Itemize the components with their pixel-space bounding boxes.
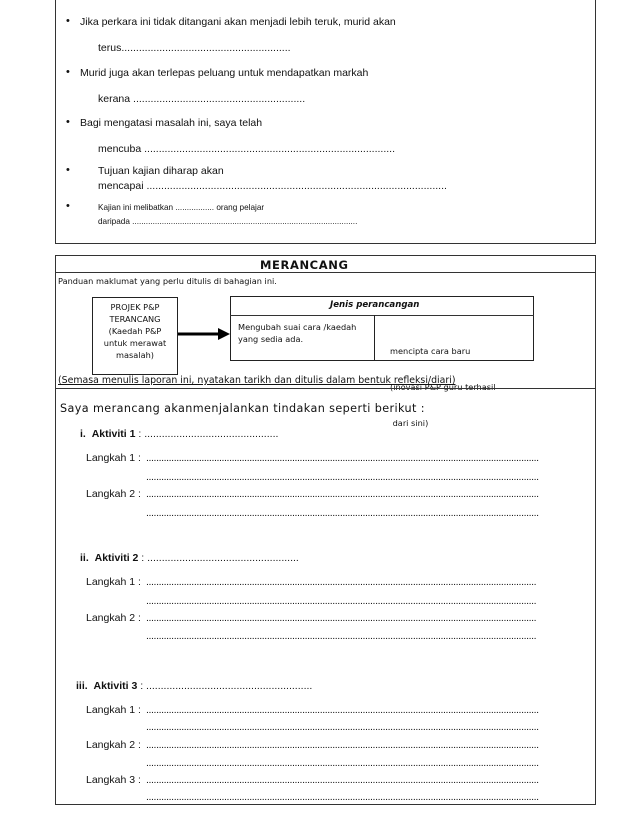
option-a-line: yang sedia ada. [238,334,304,344]
step-dots[interactable]: ............................................................................................................................................................ [146,704,539,716]
bullet-4-line1: Tujuan kajian diharap akan [98,165,224,177]
option-a-line: Mengubah suai cara /kaedah [238,322,357,332]
step-dots[interactable]: ............................................................................................................................................................ [146,774,539,786]
bullet-dot: • [66,66,70,78]
activity-numeral: ii. [80,552,89,564]
section-heading: MERANCANG [260,258,349,272]
bullet-dot: • [66,15,70,27]
step-dots[interactable]: ............................................................................................................................................................ [146,791,539,803]
activity-label: Aktiviti 1 [91,428,136,440]
bullet-dot: • [66,164,70,176]
projek-line: (Kaedah P&P [108,326,162,336]
bullet-3-line2[interactable]: mencuba ...................................................................................... [98,143,395,155]
divider [55,388,595,389]
divider [230,315,534,316]
step-dots[interactable]: ............................................................................................................................................................ [146,757,539,769]
projek-line: TERANCANG [109,314,161,324]
step-dots[interactable]: ............................................................................................................................................................ [146,739,539,751]
step-label: Langkah 1 : [86,704,141,716]
step-dots[interactable]: ............................................................................................................................................................ [146,488,539,500]
option-b-line: (inovasi P&P guru terhasil [390,382,496,392]
activity-label: Aktiviti 2 [94,552,139,564]
step-dots[interactable]: ............................................................................................................................................................ [146,721,539,733]
note-text: (Semasa menulis laporan ini, nyatakan tarikh dan ditulis dalam bentuk refleksi/diari) [58,375,456,386]
bullet-5-line1: Kajian ini melibatkan ................. orang pelajar [98,203,265,212]
bullet-1-line1: Jika perkara ini tidak ditangani akan menjadi lebih teruk, murid akan [80,16,396,28]
guide-text: Panduan maklumat yang perlu ditulis di bahagian ini. [58,276,277,286]
jenis-header: Jenis perancangan [330,300,420,310]
option-a [238,321,356,345]
activity-numeral: i. [80,428,86,440]
activity-3-title [76,680,312,692]
step-label: Langkah 2 : [86,488,141,500]
option-b-line: dari sini) [390,418,429,428]
step-dots[interactable]: ............................................................................................................................................................ [146,471,539,483]
step-label: Langkah 1 : [86,452,141,464]
projek-line: masalah) [116,350,154,360]
bullet-dot: • [66,116,70,128]
arrow-right-icon [178,327,230,341]
activity-2-title [80,552,299,564]
projek-box [92,297,178,375]
step-dots[interactable]: ........................................................................................................................................................... [146,595,537,607]
activity-dots[interactable]: : ......................................................... [137,680,313,692]
divider [374,315,375,361]
bullet-1-line2[interactable]: terus.......................................................... [98,42,291,54]
divider [55,272,595,273]
option-b-line: mencipta cara baru [390,346,471,356]
step-dots[interactable]: ............................................................................................................................................................ [146,452,539,464]
bullet-3-line1: Bagi mengatasi masalah ini, saya telah [80,117,263,129]
step-dots[interactable]: ........................................................................................................................................................... [146,630,537,642]
bullet-dot: • [66,200,70,212]
bullet-2-line1: Murid juga akan terlepas peluang untuk mendapatkan markah [80,67,369,79]
bullet-2-line2[interactable]: kerana ........................................................... [98,93,306,105]
step-label: Langkah 1 : [86,576,141,588]
activity-numeral: iii. [76,680,88,692]
step-label: Langkah 2 : [86,612,141,624]
activity-dots[interactable]: : .............................................. [135,428,279,440]
bullet-4-line2[interactable]: mencapai ....................................................................................................... [98,180,447,192]
step-dots[interactable]: ........................................................................................................................................................... [146,612,537,624]
activity-dots[interactable]: : .................................................... [138,552,299,564]
step-dots[interactable]: ............................................................................................................................................................ [146,507,539,519]
activity-1-title [80,428,278,440]
step-dots[interactable]: ........................................................................................................................................................... [146,576,537,588]
step-label: Langkah 3 : [86,774,141,786]
plan-intro: Saya merancang akanmenjalankan tindakan seperti berikut : [60,402,425,415]
activity-label: Aktiviti 3 [93,680,138,692]
bullet-5-line2[interactable]: daripada ................................................................................................... [98,217,358,226]
projek-line: untuk merawat [103,338,167,348]
projek-line: PROJEK P&P [110,302,160,312]
step-label: Langkah 2 : [86,739,141,751]
